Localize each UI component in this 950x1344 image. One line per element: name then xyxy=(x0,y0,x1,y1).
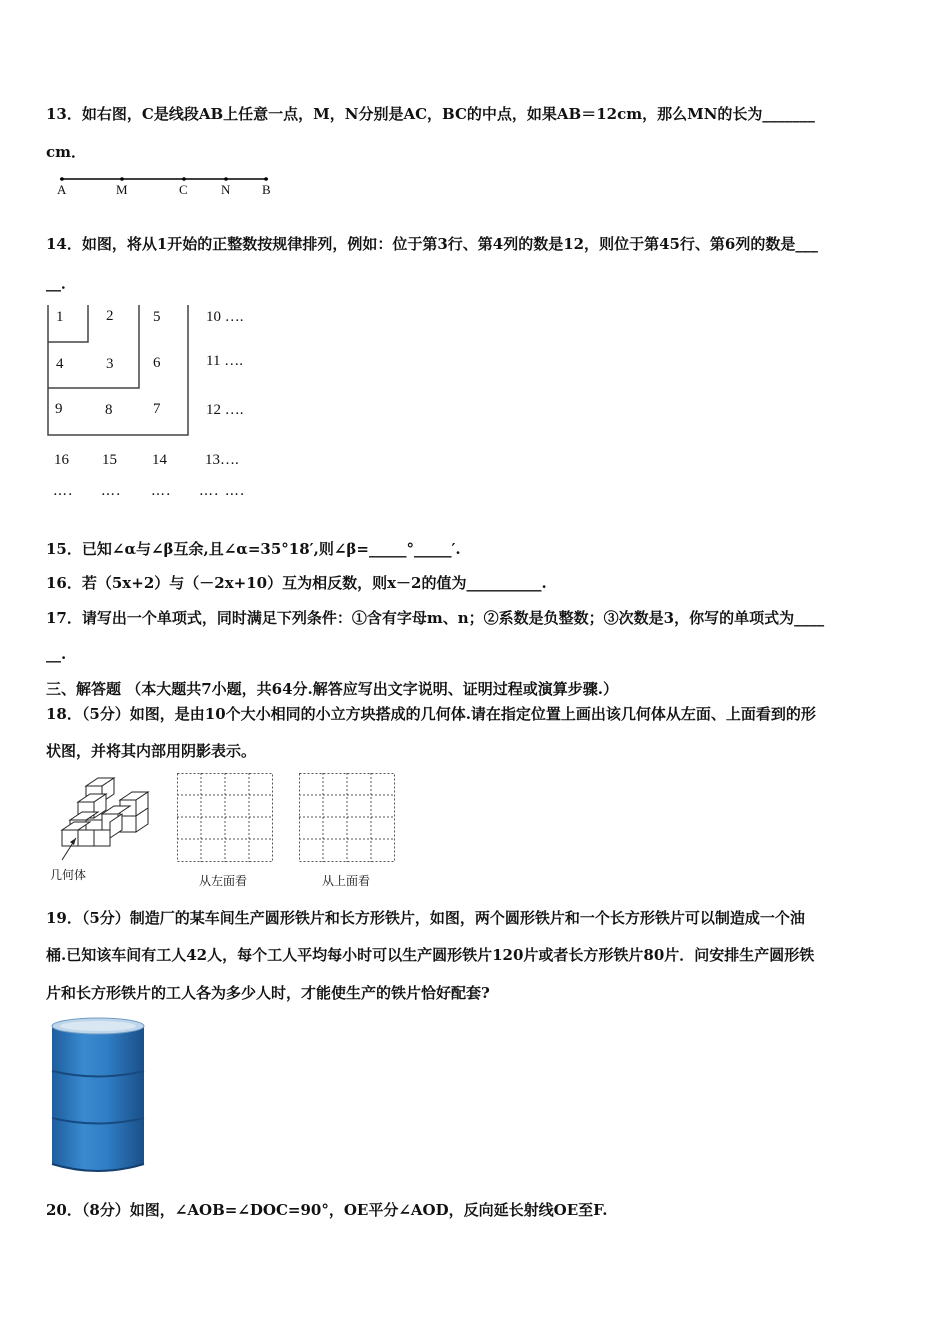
q14-cell-r4c2: 15 xyxy=(102,452,117,468)
q16-text: 16．若（5x+2）与（－2x+10）互为相反数，则x－2的值为__________. xyxy=(46,574,547,592)
q14-cell-r4c3: 14 xyxy=(152,452,167,468)
q14-cell-r3c2: 8 xyxy=(105,402,113,418)
q14-cell-r2c4: 11 …. xyxy=(206,353,243,369)
q13-label-c: C xyxy=(179,182,188,197)
q19-line1: 19．（5分）制造厂的某车间生产圆形铁片和长方形铁片，如图，两个圆形铁片和一个长方形铁片可以制造成一个油 xyxy=(46,909,805,927)
q14-cell-r2c1: 4 xyxy=(56,356,64,372)
q15-text: 15．已知∠α与∠β互余,且∠α=35°18′,则∠β=_____°_____′. xyxy=(46,540,461,558)
q14-cell-r1c4: 10 …. xyxy=(206,309,244,325)
q19-line2: 桶.已知该车间有工人42人，每个工人平均每小时可以生产圆形铁片120片或者长方形铁片80片．问安排生产圆形铁 xyxy=(46,946,815,964)
q14-cell-r4c1: 16 xyxy=(54,452,69,468)
q14-cell-r3c3: 7 xyxy=(153,401,161,417)
q20-text: 20．（8分）如图，∠AOB=∠DOC=90°，OE平分∠AOD，反向延长射线OE至F. xyxy=(46,1201,608,1219)
q14-line2: __． xyxy=(46,274,77,292)
q19-line3: 片和长方形铁片的工人各为多少人时，才能使生产的铁片恰好配套? xyxy=(46,984,490,1002)
q13-segment-figure xyxy=(58,174,278,186)
q14-cell-r1c3: 5 xyxy=(153,309,161,325)
q14-cell-r3c4: 12 …. xyxy=(206,402,244,418)
q13-label-a: A xyxy=(57,182,67,197)
q18-caption-solid: 几何体 xyxy=(50,868,87,882)
q14-cell-r4c4: 13…. xyxy=(205,452,239,468)
q14-cell-r1c2: 2 xyxy=(106,308,114,324)
q13-line2: cm． xyxy=(46,143,87,161)
q14-cell-r2c2: 3 xyxy=(106,356,114,372)
q17-line1: 17．请写出一个单项式，同时满足下列条件：①含有字母m、n；②系数是负整数；③次数是3，你写的单项式为____ xyxy=(46,609,825,627)
q18-line1: 18．（5分）如图，是由10个大小相同的小立方块搭成的几何体.请在指定位置上画出该几何体从左面、上面看到的形 xyxy=(46,705,816,723)
q14-cell-r5c2: …. xyxy=(101,483,122,499)
q14-grid-lines xyxy=(46,305,196,440)
q13-label-b: B xyxy=(262,182,271,197)
q18-left-view-grid xyxy=(177,773,273,863)
section3-heading: 三、解答题 （本大题共7小题，共64分.解答应写出文字说明、证明过程或演算步骤.） xyxy=(46,680,618,698)
q13-label-m: M xyxy=(116,182,128,197)
q13-line1: 13．如右图，C是线段AB上任意一点，M，N分别是AC，BC的中点，如果AB＝12cm，那么MN的长为_______ xyxy=(46,105,815,123)
q18-caption-top: 从上面看 xyxy=(322,874,371,888)
q18-line2: 状图，并将其内部用阴影表示。 xyxy=(46,742,257,760)
q13-label-n: N xyxy=(221,182,231,197)
q14-line1: 14．如图，将从1开始的正整数按规律排列，例如：位于第3行、第4列的数是12，则位于第45行、第6列的数是___ xyxy=(46,235,818,253)
q18-solid-figure xyxy=(56,778,156,868)
q17-line2: __. xyxy=(46,645,67,663)
q14-cell-r5c3: …. xyxy=(151,483,172,499)
q14-cell-r3c1: 9 xyxy=(55,401,63,417)
q14-cell-r5c4: …. …. xyxy=(199,483,246,499)
q19-oil-barrel-image xyxy=(48,1016,148,1176)
q14-cell-r1c1: 1 xyxy=(56,309,64,325)
q14-cell-r2c3: 6 xyxy=(153,355,161,371)
q18-caption-left: 从左面看 xyxy=(199,874,248,888)
q14-cell-r5c1: …. xyxy=(53,483,74,499)
q18-top-view-grid xyxy=(299,773,395,863)
